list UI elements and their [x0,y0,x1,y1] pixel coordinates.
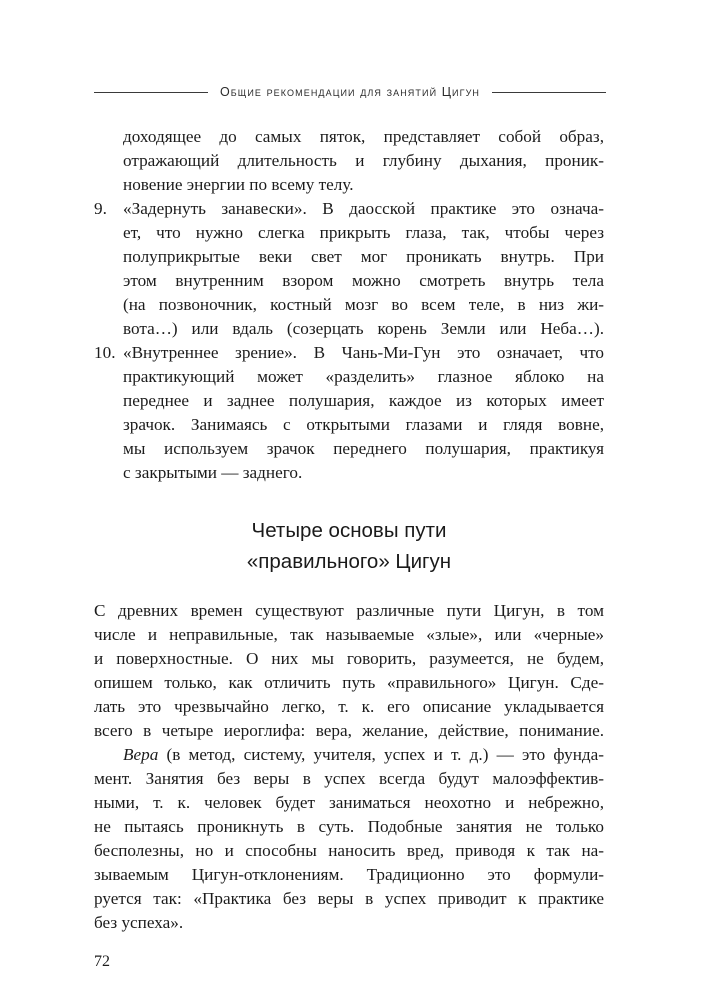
section-heading-line: Четыре основы пути [251,519,447,542]
text-line: мы используем зрачок переднего полушария, практикуя [123,439,604,458]
running-head [94,82,606,102]
text-line: ными, т. к. человек будет заниматься неохотно и небрежно, [94,793,604,812]
text-line: новение энергии по всему телу. [123,175,354,194]
running-head-title: Общие рекомендации для занятий Цигун [219,85,481,99]
text-line: «Внутреннее зрение». В Чань-Ми-Гун это означает, что [123,343,604,362]
text-line: ет, что нужно слегка прикрыть глаза, так, чтобы через [123,223,604,242]
text-line: без успеха». [94,913,184,932]
text-line: зрачок. Занимаясь с открытыми глазами и глядя вовне, [123,415,604,434]
text-line: вота…) или вдаль (созерцать корень Земли или Неба…). [123,319,604,338]
text-line: этом внутренним взором можно смотреть внутрь тела [123,271,604,290]
text-line: С древних времен существуют различные пути Цигун, в том [94,601,604,620]
list-number: 9. [94,199,107,218]
running-head-rule-right [492,92,606,93]
section-heading-line: «правильного» Цигун [246,550,452,573]
text-line: всего в четыре иероглифа: вера, желание, действие, понимание. [94,721,604,740]
text-line: «Задернуть занавески». В даосской практике это означа- [123,199,604,218]
text-line: доходящее до самых пяток, представляет собой образ, [123,127,604,146]
text-line: лать это чрезвычайно легко, т. к. его описание укладывается [94,697,604,716]
text-line: числе и неправильные, так называемые «злые», или «черные» [94,625,604,644]
list-number: 10. [94,343,116,362]
text-line: и поверхностные. О них мы говорить, разумеется, не будем, [94,649,604,668]
text-line: с закрытыми — заднего. [123,463,303,482]
text-line: бесполезны, но и способны наносить вред, приводя к так на- [94,841,604,860]
text-line [123,743,604,767]
text-line: практикующий может «разделить» глазное яблоко на [123,367,604,386]
text-line: руется так: «Практика без веры в успех приводит к практике [94,889,604,908]
text-line: не пытаясь проникнуть в суть. Подобные занятия не только [94,817,604,836]
emphasis-word: Вера [123,745,159,764]
running-head-rule-left [94,92,208,93]
text-line: мент. Занятия без веры в успех всегда будут малоэффектив- [94,769,604,788]
text-line: отражающий длительность и глубину дыхания, проник- [123,151,604,170]
text-line: опишем только, как отличить путь «правильного» Цигун. Сде- [94,673,604,692]
text-line: (на позвоночник, костный мозг во всем теле, в низ жи- [123,295,604,314]
text-span: (в метод, систему, учителя, успех и т. д.) — это фунда- [158,745,604,764]
page-number: 72 [94,953,110,970]
text-line: зываемым Цигун-отклонениям. Традиционно это формули- [94,865,604,884]
text-line: переднее и заднее полушария, каждое из которых имеет [123,391,604,410]
text-line: полуприкрытые веки свет мог проникать внутрь. При [123,247,604,266]
